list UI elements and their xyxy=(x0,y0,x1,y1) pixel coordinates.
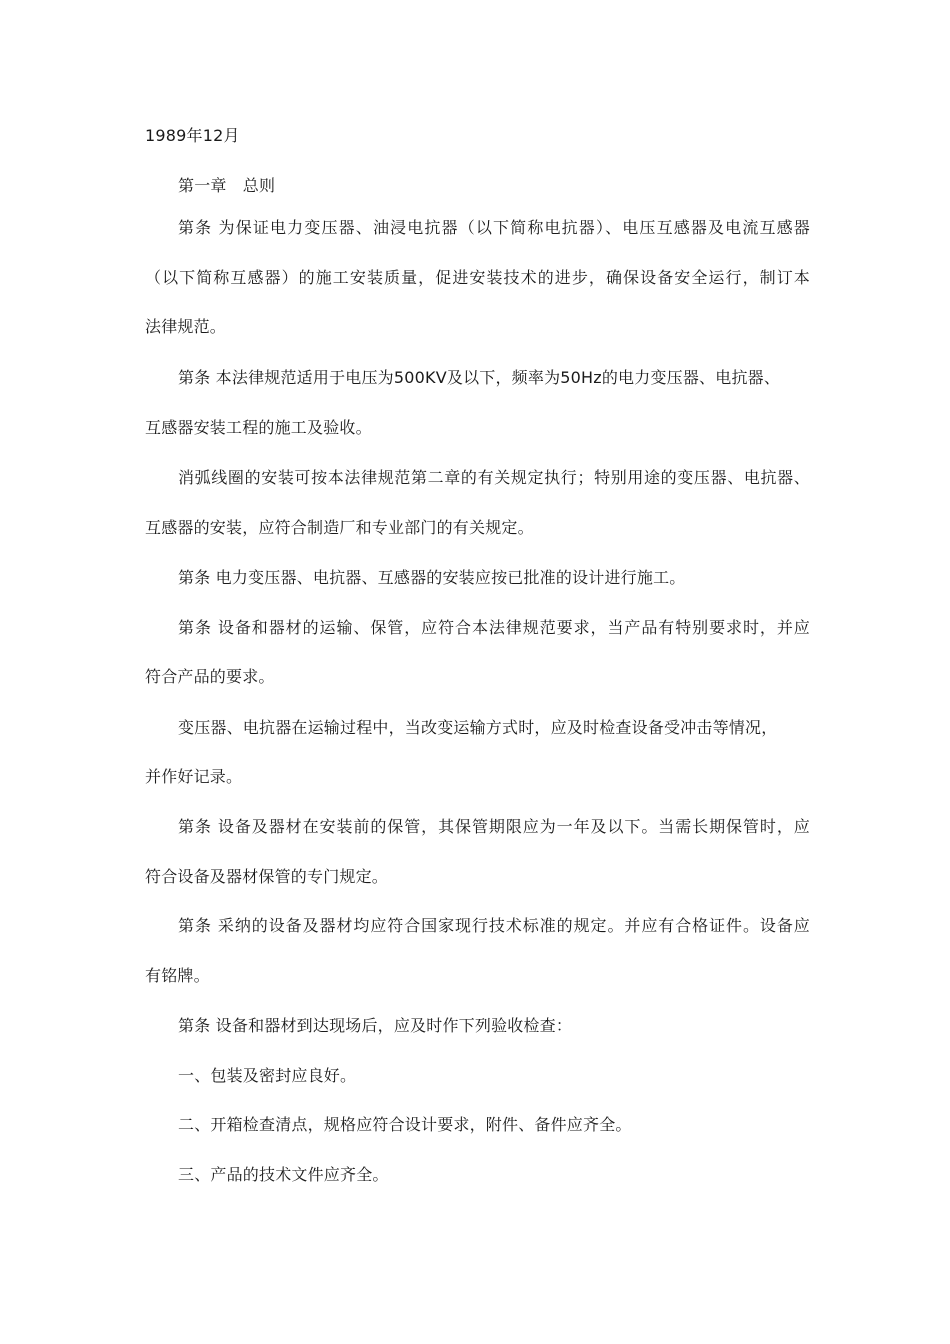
text-line: 有铭牌。 xyxy=(145,966,210,985)
text-line: 互感器安装工程的施工及验收。 xyxy=(145,418,372,437)
text-line: 第条 设备和器材到达现场后，应及时作下列验收检查： xyxy=(178,1016,573,1035)
text-line: 符合设备及器材保管的专门规定。 xyxy=(145,867,389,886)
text-line: 消弧线圈的安装可按本法律规范第二章的有关规定执行；特别用途的变压器、电抗器、 xyxy=(178,468,810,487)
list-item: 一、包装及密封应良好。 xyxy=(178,1066,357,1085)
text-line: 法律规范。 xyxy=(145,317,227,336)
text-line: （以下简称互感器）的施工安装质量，促进安装技术的进步，确保设备安全运行，制订本 xyxy=(145,268,810,287)
text-line: 并作好记录。 xyxy=(145,767,243,786)
text-line: 互感器的安装，应符合制造厂和专业部门的有关规定。 xyxy=(145,518,534,537)
text-line: 第条 本法律规范适用于电压为500KV及以下，频率为50Hz的电力变压器、电抗器、 xyxy=(178,368,781,387)
text-line: 第条 为保证电力变压器、油浸电抗器（以下简称电抗器）、电压互感器及电流互感器 xyxy=(178,218,810,237)
text-line: 第条 设备及器材在安装前的保管，其保管期限应为一年及以下。当需长期保管时，应 xyxy=(178,817,810,836)
list-item: 二、开箱检查清点，规格应符合设计要求，附件、备件应齐全。 xyxy=(178,1115,632,1134)
text-line: 变压器、电抗器在运输过程中，当改变运输方式时，应及时检查设备受冲击等情况， xyxy=(178,718,778,737)
text-line: 符合产品的要求。 xyxy=(145,667,275,686)
list-item: 三、产品的技术文件应齐全。 xyxy=(178,1165,389,1184)
text-line: 第条 采纳的设备及器材均应符合国家现行技术标准的规定。并应有合格证件。设备应 xyxy=(178,916,810,935)
document-date: 1989年12月 xyxy=(145,126,240,145)
chapter-heading: 第一章 总则 xyxy=(178,176,276,195)
text-line: 第条 设备和器材的运输、保管，应符合本法律规范要求，当产品有特别要求时，并应 xyxy=(178,618,810,637)
text-line: 第条 电力变压器、电抗器、互感器的安装应按已批准的设计进行施工。 xyxy=(178,568,686,587)
